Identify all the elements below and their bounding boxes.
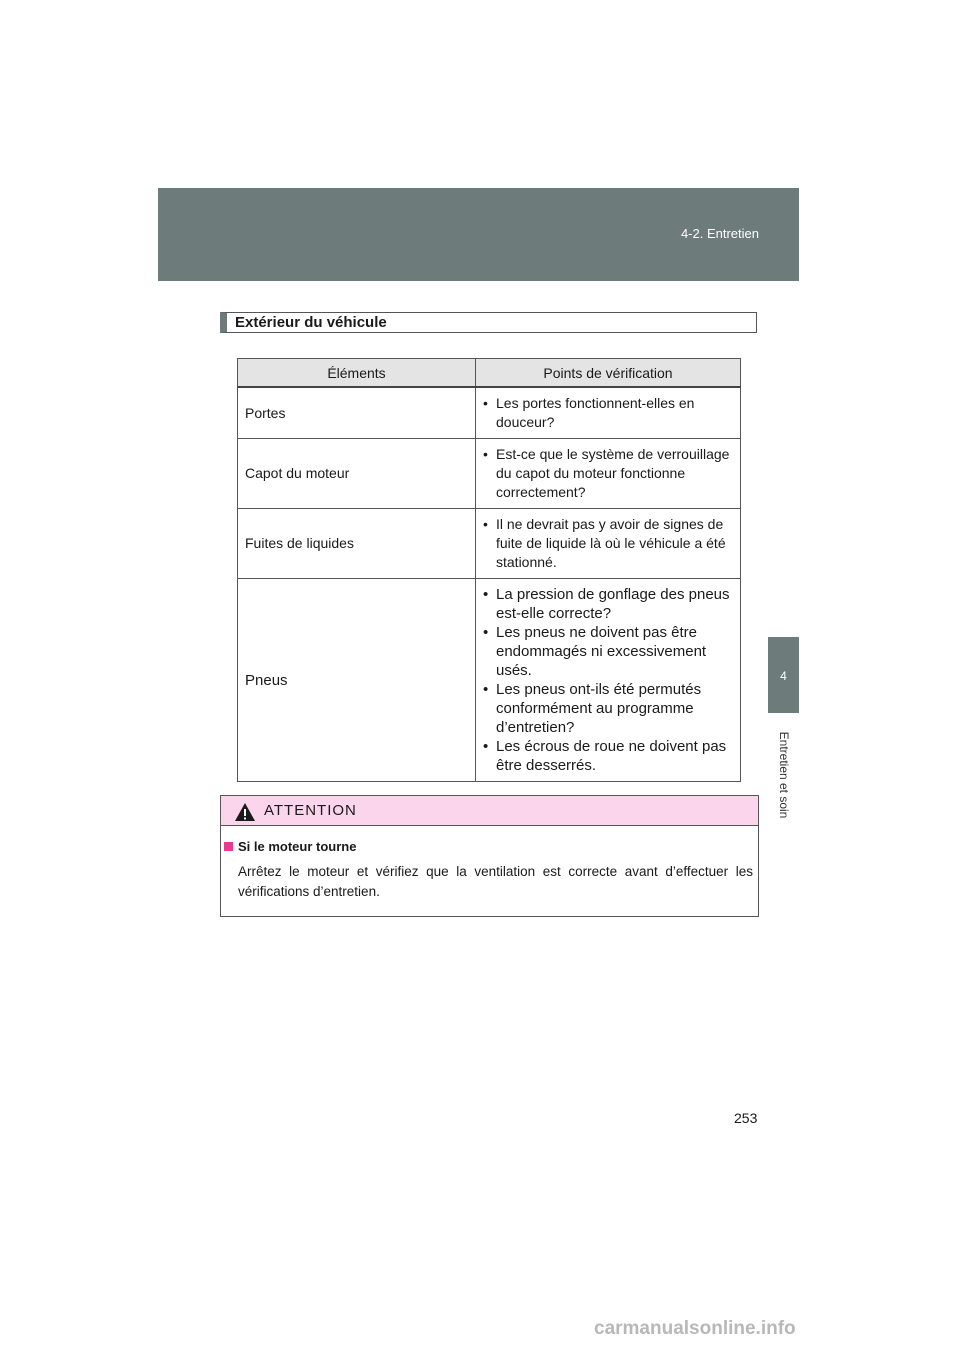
caution-header (221, 796, 758, 826)
watermark: carmanualsonline.info (594, 1318, 796, 1339)
section-title: Extérieur du véhicule (220, 312, 757, 333)
table-cell-item: Capot du moteur (238, 439, 476, 509)
bullet-item: • Est-ce que le système de verrouillage du capot du moteur fonctionne correctement? (483, 445, 733, 502)
table-row (238, 509, 741, 579)
header-band (158, 188, 799, 281)
chapter-tab[interactable] (768, 637, 799, 713)
bullet-list (483, 445, 733, 502)
bullet-item: • Les portes fonctionnent-elles en douceur? (483, 394, 733, 432)
table-row (238, 579, 741, 782)
caution-box (220, 795, 759, 917)
bullet-item: • Les écrous de roue ne doivent pas être desserrés. (483, 737, 733, 775)
table-cell-item: Pneus (238, 579, 476, 782)
page-number: 253 (734, 1110, 758, 1126)
caution-title: ATTENTION (264, 802, 357, 819)
inspection-table (237, 358, 741, 782)
table-header-row (238, 359, 741, 388)
table-cell-points (476, 387, 741, 439)
table-cell-item: Fuites de liquides (238, 509, 476, 579)
column-header: Points de vérification (476, 359, 741, 388)
bullet-item: • La pression de gonflage des pneus est-elle correcte? (483, 585, 733, 623)
table-cell-points (476, 509, 741, 579)
chapter-label-text: Entretien et soin (777, 731, 791, 819)
bullet-item: • Les pneus ont-ils été permutés conformément au programme d’entretien? (483, 680, 733, 737)
chapter-number: 4 (780, 669, 787, 683)
square-bullet-icon (224, 842, 233, 851)
table-row (238, 387, 741, 439)
chapter-label (764, 720, 804, 830)
caution-subheading-text: Si le moteur tourne (238, 839, 357, 854)
caution-subheading (224, 839, 356, 854)
column-header: Éléments (238, 359, 476, 388)
table-row (238, 439, 741, 509)
warning-icon (234, 802, 256, 822)
bullet-item: • Les pneus ne doivent pas être endommagés ni excessivement usés. (483, 623, 733, 680)
section-breadcrumb: 4-2. Entretien (680, 226, 759, 241)
bullet-item: • Il ne devrait pas y avoir de signes de fuite de liquide là où le véhicule a été stationné. (483, 515, 733, 572)
table-cell-item: Portes (238, 387, 476, 439)
bullet-list (483, 515, 733, 572)
bullet-list (483, 585, 733, 775)
table-cell-points (476, 439, 741, 509)
bullet-list (483, 394, 733, 432)
caution-body: Arrêtez le moteur et vérifiez que la ventilation est correcte avant d’effectuer les vérifications d’entretien. (238, 864, 753, 899)
table-cell-points (476, 579, 741, 782)
